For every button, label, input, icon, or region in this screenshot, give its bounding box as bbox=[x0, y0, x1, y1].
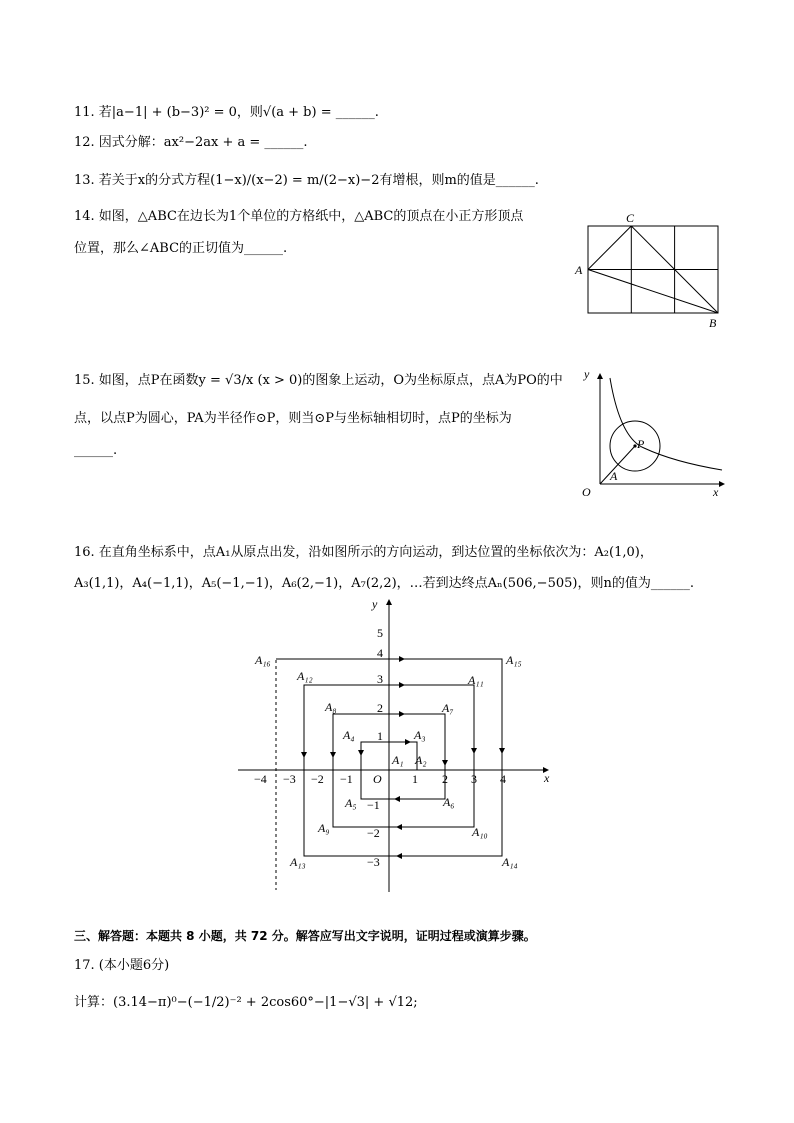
tick-y-neg2: −2 bbox=[367, 826, 380, 840]
tick-y-neg3: −3 bbox=[367, 855, 380, 869]
label-c: C bbox=[626, 211, 635, 225]
tick-x-neg1: −1 bbox=[340, 772, 353, 786]
tick-x-4: 4 bbox=[500, 772, 506, 786]
question-15-line-2: 点，以点P为圆心，PA为半径作⊙P，则当⊙P与坐标轴相切时，点P的坐标为 bbox=[74, 411, 512, 426]
question-17-body: 计算：(3.14−π)⁰−(−1/2)⁻² + 2cos60°−|1−√3| + √12; bbox=[74, 995, 418, 1010]
question-15-line-1: 15. 如图，点P在函数y = √3/x (x > 0)的图象上运动，O为坐标原点，点A为PO的中 bbox=[74, 373, 563, 388]
label-a1: A₁ bbox=[392, 753, 404, 767]
section-3-heading: 三、解答题：本题共 8 小题，共 72 分。解答应写出文字说明，证明过程或演算步骤。 bbox=[74, 929, 536, 943]
tick-x-3: 3 bbox=[471, 772, 477, 786]
tick-y-1: 1 bbox=[377, 729, 383, 743]
tick-x-1: 1 bbox=[412, 772, 418, 786]
segment-ac bbox=[588, 226, 631, 270]
label-a8: A₈ bbox=[325, 700, 337, 714]
tick-x-neg4: −4 bbox=[254, 772, 267, 786]
segment-ab bbox=[588, 270, 718, 314]
label-a9: A₉ bbox=[318, 821, 330, 835]
label-a2: A₂ bbox=[415, 753, 427, 767]
question-14-line-2: 位置，那么∠ABC的正切值为______. bbox=[74, 241, 288, 256]
label-a13: A₁₃ bbox=[290, 855, 306, 869]
segment-op bbox=[600, 446, 635, 484]
tick-x-neg3: −3 bbox=[283, 772, 296, 786]
figure-16-spiral bbox=[230, 595, 570, 895]
label-o: O bbox=[373, 772, 382, 786]
label-a15: A₁₅ bbox=[506, 653, 522, 667]
label-a10: A₁₀ bbox=[472, 825, 488, 839]
tick-x-2: 2 bbox=[442, 772, 448, 786]
label-a5: A₅ bbox=[345, 796, 357, 810]
label-o: O bbox=[582, 485, 591, 499]
label-a6: A₆ bbox=[443, 795, 455, 809]
tick-y-neg1: −1 bbox=[367, 798, 380, 812]
label-a: A bbox=[575, 263, 583, 277]
label-a4: A₄ bbox=[343, 728, 355, 742]
question-11: 11. 若|a−1| + (b−3)² = 0，则√(a + b) = ______. bbox=[74, 105, 379, 120]
label-a7: A₇ bbox=[442, 701, 454, 715]
label-a16: A₁₆ bbox=[255, 653, 271, 667]
tick-y-3: 3 bbox=[377, 672, 383, 686]
label-a12: A₁₂ bbox=[297, 669, 313, 683]
question-15-line-3: ______. bbox=[74, 443, 118, 458]
label-y: y bbox=[372, 597, 378, 611]
question-16-line-2: A₃(1,1)，A₄(−1,1)，A₅(−1,−1)，A₆(2,−1)，A₇(2,2)，…若到达终点Aₙ(506,−505)，则n的值为______. bbox=[74, 576, 694, 591]
label-x: x bbox=[713, 485, 719, 499]
tick-x-neg2: −2 bbox=[311, 772, 324, 786]
figure-14-grid bbox=[570, 206, 730, 332]
label-y: y bbox=[584, 367, 590, 381]
label-p: P bbox=[637, 437, 645, 451]
label-x: x bbox=[544, 771, 550, 785]
question-13: 13. 若关于x的分式方程(1−x)/(x−2) = m/(2−x)−2有增根，则m的值是______. bbox=[74, 173, 539, 188]
question-14-line-1: 14. 如图，△ABC在边长为1个单位的方格纸中，△ABC的顶点在小正方形顶点 bbox=[74, 209, 524, 224]
label-a11: A₁₁ bbox=[468, 673, 484, 687]
question-12: 12. 因式分解：ax²−2ax + a = ______. bbox=[74, 135, 308, 150]
label-a3: A₃ bbox=[414, 728, 426, 742]
figure-15-graph bbox=[574, 366, 734, 502]
label-b: B bbox=[709, 316, 717, 330]
label-a: A bbox=[610, 469, 618, 483]
label-a14: A₁₄ bbox=[502, 855, 518, 869]
tick-y-4: 4 bbox=[377, 646, 383, 660]
question-17-title: 17. (本小题6分) bbox=[74, 958, 170, 973]
tick-y-5: 5 bbox=[377, 626, 383, 640]
tick-y-2: 2 bbox=[377, 701, 383, 715]
hyperbola-curve bbox=[610, 378, 722, 470]
question-16-line-1: 16. 在直角坐标系中，点A₁从原点出发，沿如图所示的方向运动，到达位置的坐标依次为：A₂(1,0)， bbox=[74, 545, 653, 560]
